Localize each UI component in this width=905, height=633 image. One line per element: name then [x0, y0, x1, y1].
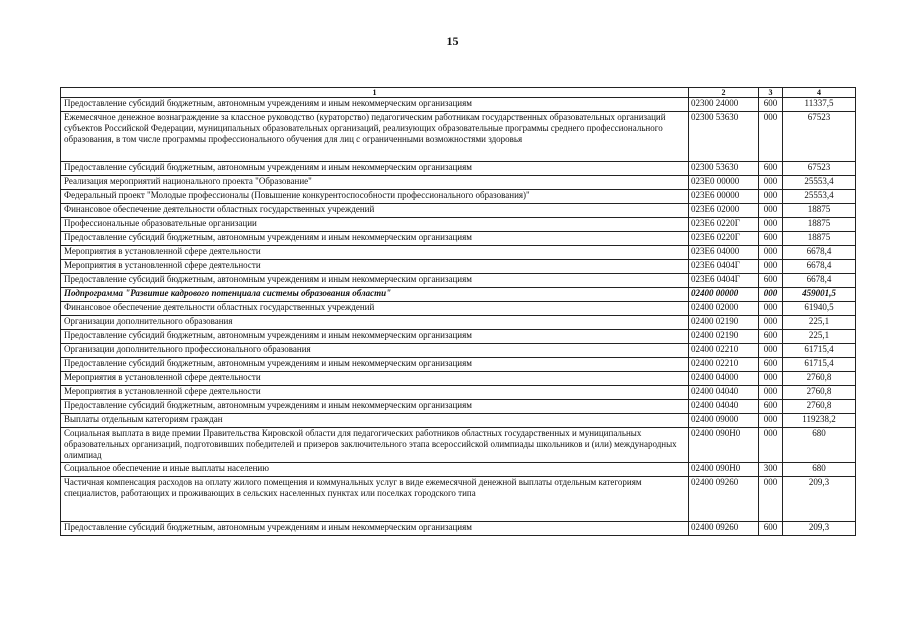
name-cell: Предоставление субсидий бюджетным, автономным учреждениям и иным некоммерческим организациям [61, 232, 689, 246]
table-row [61, 162, 856, 176]
type-cell: 000 [759, 386, 783, 400]
table-row [61, 400, 856, 414]
table-row [61, 330, 856, 344]
type-cell: 000 [759, 204, 783, 218]
amount-cell: 18875 [783, 218, 856, 232]
type-cell: 000 [759, 288, 783, 302]
type-cell: 000 [759, 316, 783, 330]
name-cell: Реализация мероприятий национального проекта "Образование" [61, 176, 689, 190]
name-cell: Предоставление субсидий бюджетным, автономным учреждениям и иным некоммерческим организациям [61, 274, 689, 288]
name-cell: Предоставление субсидий бюджетным, автономным учреждениям и иным некоммерческим организациям [61, 330, 689, 344]
name-cell: Организации дополнительного образования [61, 316, 689, 330]
name-cell: Мероприятия в установленной сфере деятельности [61, 386, 689, 400]
table-row [61, 477, 856, 522]
code-cell: 02400 090Н0 [689, 463, 759, 477]
table-row [61, 218, 856, 232]
table-row-subprogram [61, 288, 856, 302]
table-row [61, 204, 856, 218]
type-cell: 000 [759, 428, 783, 463]
code-cell: 02300 53630 [689, 162, 759, 176]
amount-cell: 459001,5 [783, 288, 856, 302]
amount-cell: 209,3 [783, 477, 856, 522]
amount-cell: 2760,8 [783, 386, 856, 400]
type-cell: 600 [759, 274, 783, 288]
code-cell: 023E6 0220Г [689, 218, 759, 232]
name-cell: Профессиональные образовательные организации [61, 218, 689, 232]
table-row [61, 302, 856, 316]
amount-cell: 18875 [783, 204, 856, 218]
code-cell: 02400 02190 [689, 316, 759, 330]
code-cell: 02400 04040 [689, 400, 759, 414]
code-cell: 023E6 0404Г [689, 274, 759, 288]
code-cell: 02400 00000 [689, 288, 759, 302]
table-row [61, 372, 856, 386]
amount-cell: 6678,4 [783, 260, 856, 274]
code-cell: 02400 02210 [689, 358, 759, 372]
table-row [61, 522, 856, 536]
type-cell: 300 [759, 463, 783, 477]
code-cell: 023E6 02000 [689, 204, 759, 218]
amount-cell: 61715,4 [783, 358, 856, 372]
table-row [61, 260, 856, 274]
type-cell: 000 [759, 246, 783, 260]
amount-cell: 25553,4 [783, 190, 856, 204]
column-header-name: 1 [61, 88, 689, 98]
code-cell: 02400 04040 [689, 386, 759, 400]
table-row [61, 232, 856, 246]
table-row [61, 190, 856, 204]
name-cell: Ежемесячное денежное вознаграждение за классное руководство (кураторство) педагогическим работникам государственных образовательных организаций субъектов Российской Федерации, муниципальных образовательных организаций, реализующих образовательные программы среднего профессионального образования, в том числе программы профессионального обучения для лиц с ограниченными возможностями здоровья [61, 112, 689, 162]
type-cell: 000 [759, 372, 783, 386]
type-cell: 600 [759, 330, 783, 344]
type-cell: 000 [759, 414, 783, 428]
code-cell: 02400 02000 [689, 302, 759, 316]
table-header-row [61, 88, 856, 98]
column-header-type: 3 [759, 88, 783, 98]
code-cell: 02400 09260 [689, 522, 759, 536]
type-cell: 000 [759, 190, 783, 204]
code-cell: 023E6 0220Г [689, 232, 759, 246]
name-cell: Мероприятия в установленной сфере деятельности [61, 372, 689, 386]
amount-cell: 6678,4 [783, 274, 856, 288]
name-cell: Мероприятия в установленной сфере деятельности [61, 246, 689, 260]
type-cell: 600 [759, 232, 783, 246]
table-row [61, 414, 856, 428]
amount-cell: 67523 [783, 112, 856, 162]
amount-cell: 225,1 [783, 330, 856, 344]
amount-cell: 61715,4 [783, 344, 856, 358]
amount-cell: 2760,8 [783, 400, 856, 414]
name-cell: Федеральный проект "Молодые профессионалы (Повышение конкурентоспособности профессионального образования)" [61, 190, 689, 204]
code-cell: 02400 02190 [689, 330, 759, 344]
column-header-amount: 4 [783, 88, 856, 98]
amount-cell: 11337,5 [783, 98, 856, 112]
budget-table-body [61, 88, 856, 536]
type-cell: 600 [759, 400, 783, 414]
amount-cell: 680 [783, 428, 856, 463]
code-cell: 02400 09260 [689, 477, 759, 522]
table-row [61, 316, 856, 330]
type-cell: 600 [759, 358, 783, 372]
name-cell: Частичная компенсация расходов на оплату жилого помещения и коммунальных услуг в виде ежемесячной денежной выплаты отдельным категориям специалистов, работающих и проживающих в сельских населенных пунктах или поселках городского типа [61, 477, 689, 522]
type-cell: 000 [759, 218, 783, 232]
amount-cell: 25553,4 [783, 176, 856, 190]
amount-cell: 119238,2 [783, 414, 856, 428]
table-row [61, 246, 856, 260]
name-cell: Подпрограмма "Развитие кадрового потенциала системы образования области" [61, 288, 689, 302]
code-cell: 023E6 0404Г [689, 260, 759, 274]
table-row [61, 463, 856, 477]
name-cell: Предоставление субсидий бюджетным, автономным учреждениям и иным некоммерческим организациям [61, 522, 689, 536]
type-cell: 600 [759, 162, 783, 176]
type-cell: 600 [759, 98, 783, 112]
amount-cell: 209,3 [783, 522, 856, 536]
code-cell: 023E6 00000 [689, 190, 759, 204]
table-row [61, 344, 856, 358]
table-row [61, 386, 856, 400]
code-cell: 023E0 00000 [689, 176, 759, 190]
name-cell: Выплаты отдельным категориям граждан [61, 414, 689, 428]
amount-cell: 6678,4 [783, 246, 856, 260]
name-cell: Предоставление субсидий бюджетным, автономным учреждениям и иным некоммерческим организациям [61, 400, 689, 414]
name-cell: Мероприятия в установленной сфере деятельности [61, 260, 689, 274]
name-cell: Организации дополнительного профессионального образования [61, 344, 689, 358]
name-cell: Финансовое обеспечение деятельности областных государственных учреждений [61, 204, 689, 218]
column-header-code: 2 [689, 88, 759, 98]
table-row [61, 358, 856, 372]
type-cell: 000 [759, 176, 783, 190]
table-row [61, 176, 856, 190]
amount-cell: 225,1 [783, 316, 856, 330]
amount-cell: 2760,8 [783, 372, 856, 386]
code-cell: 02300 24000 [689, 98, 759, 112]
type-cell: 000 [759, 260, 783, 274]
code-cell: 02400 02210 [689, 344, 759, 358]
amount-cell: 680 [783, 463, 856, 477]
name-cell: Финансовое обеспечение деятельности областных государственных учреждений [61, 302, 689, 316]
name-cell: Предоставление субсидий бюджетным, автономным учреждениям и иным некоммерческим организациям [61, 98, 689, 112]
type-cell: 000 [759, 477, 783, 522]
budget-table [60, 87, 856, 536]
name-cell: Социальное обеспечение и иные выплаты населению [61, 463, 689, 477]
code-cell: 02400 090Н0 [689, 428, 759, 463]
code-cell: 02400 09000 [689, 414, 759, 428]
type-cell: 600 [759, 522, 783, 536]
table-row [61, 428, 856, 463]
code-cell: 02300 53630 [689, 112, 759, 162]
name-cell: Предоставление субсидий бюджетным, автономным учреждениям и иным некоммерческим организациям [61, 358, 689, 372]
amount-cell: 67523 [783, 162, 856, 176]
amount-cell: 61940,5 [783, 302, 856, 316]
type-cell: 000 [759, 344, 783, 358]
amount-cell: 18875 [783, 232, 856, 246]
type-cell: 000 [759, 302, 783, 316]
code-cell: 023E6 04000 [689, 246, 759, 260]
code-cell: 02400 04000 [689, 372, 759, 386]
table-row [61, 274, 856, 288]
table-row [61, 112, 856, 162]
type-cell: 000 [759, 112, 783, 162]
page-number: 15 [446, 34, 459, 48]
name-cell: Предоставление субсидий бюджетным, автономным учреждениям и иным некоммерческим организациям [61, 162, 689, 176]
name-cell: Социальная выплата в виде премии Правительства Кировской области для педагогических работников областных государственных и муниципальных образовательных организаций, подготовивших победителей и призеров заключительного этапа всероссийской олимпиады школьников и (или) международных олимпиад [61, 428, 689, 463]
table-row [61, 98, 856, 112]
